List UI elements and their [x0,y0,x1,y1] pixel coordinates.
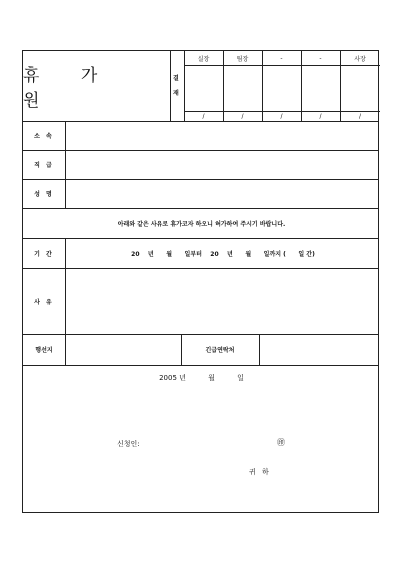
divider [170,51,171,121]
approval-date-5: / [358,112,362,120]
approval-role-1: 실장 [197,55,210,63]
form-title: 휴 가 원 [23,66,116,111]
approval-date-3: / [280,112,283,120]
request-statement: 아래와 같은 사유로 휴가코자 하오니 허가하여 주시기 바랍니다. [117,220,286,228]
destination-field[interactable] [66,335,180,364]
approval-grid [184,51,380,121]
approval-date-4: / [319,112,322,120]
request-date: 2005 년 월 일 [159,374,244,382]
reason-label: 사 유 [34,298,54,306]
approval-date-1: / [202,112,205,120]
name-field[interactable] [66,180,379,207]
approval-date-2: / [241,112,244,120]
approval-label-bottom: 재 [173,90,179,97]
position-label: 직 급 [34,162,54,169]
approval-role-5: 사장 [354,55,366,63]
affiliation-field[interactable] [66,122,379,149]
approval-role-2: 팀장 [236,55,249,63]
seal-mark: ㊞ [277,438,285,447]
approval-role-3: - [280,54,283,62]
approval-label-top: 결 [173,75,179,82]
leave-request-form [22,50,379,513]
approval-role-4: - [319,54,322,62]
position-field[interactable] [66,151,379,178]
applicant-label: 신청인: [117,440,140,448]
reason-field[interactable] [66,269,379,333]
period-label: 기 간 [34,250,54,258]
affiliation-label: 소 속 [34,133,54,140]
emergency-contact-field[interactable] [260,335,379,364]
period-field[interactable]: 20 년 월 일부터 20 년 월 일까지 ( 일 간) [131,250,315,258]
destination-label: 행선지 [35,347,53,354]
addressee: 귀 하 [249,468,271,476]
name-label: 성 명 [34,191,54,198]
emergency-contact-label: 긴급연락처 [205,347,235,354]
